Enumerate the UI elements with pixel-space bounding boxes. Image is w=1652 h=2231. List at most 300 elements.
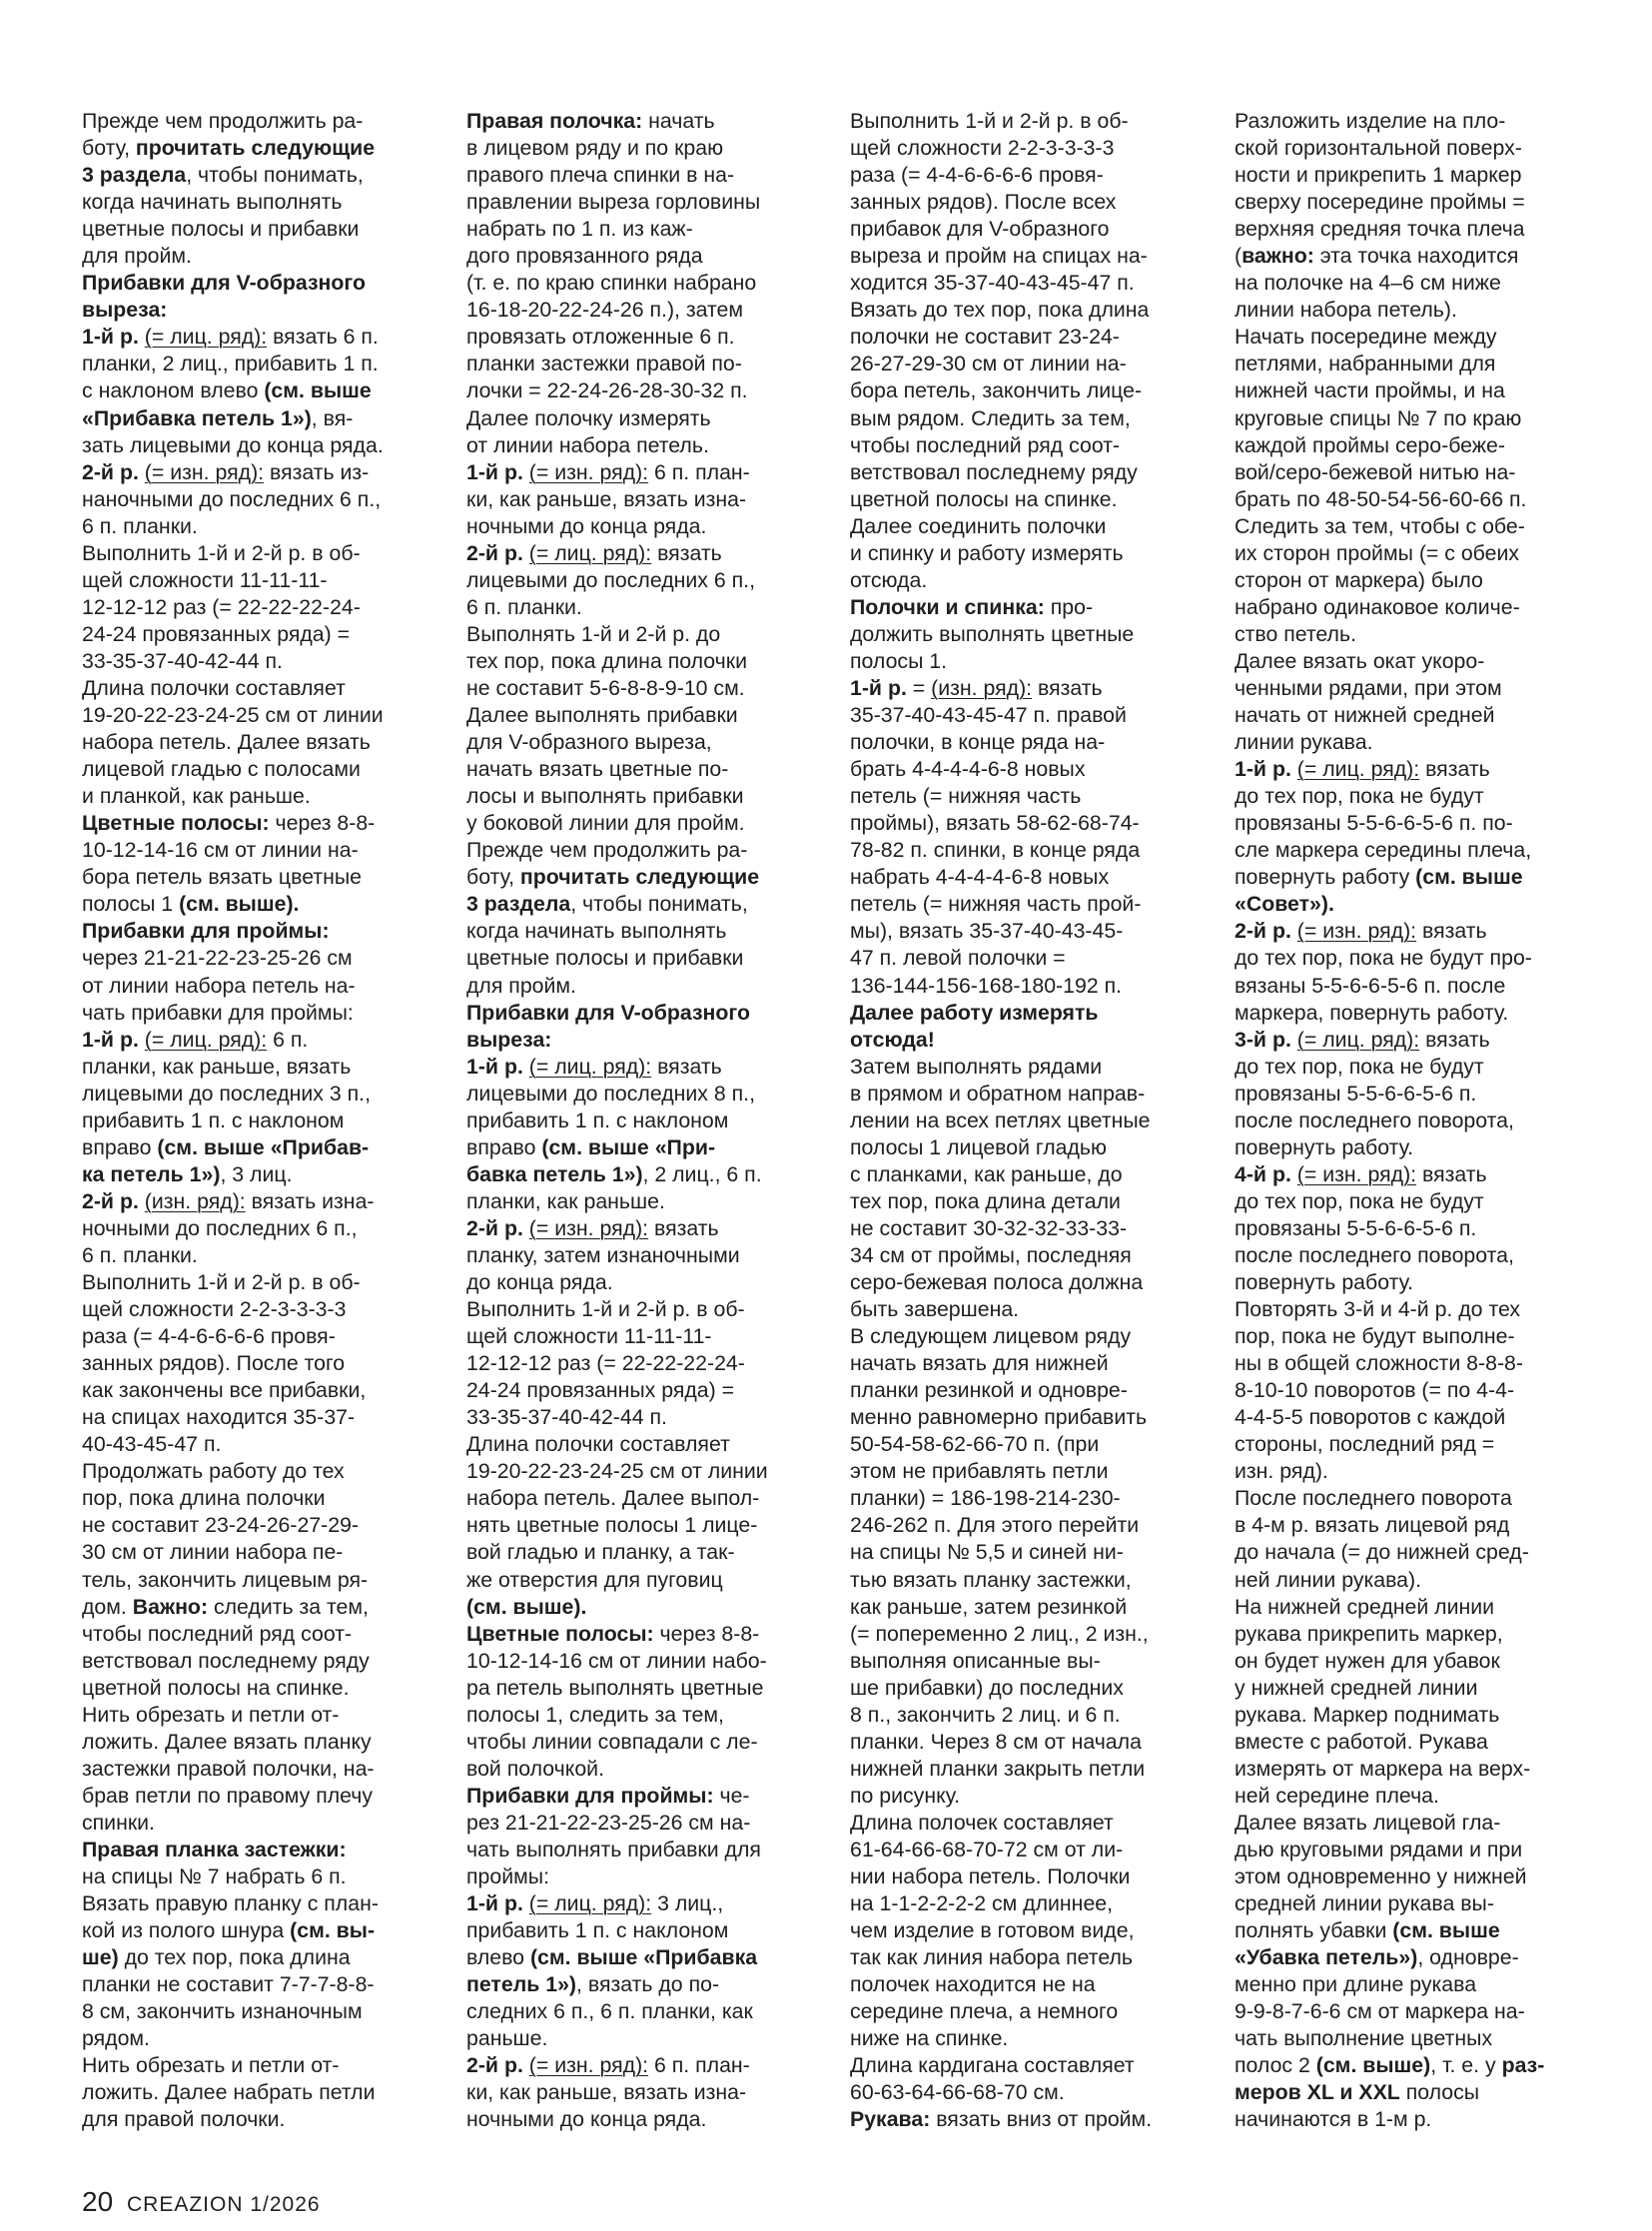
text-run: Длина полочки составляет — [466, 1432, 730, 1457]
text-line — [850, 1215, 1210, 1242]
text-run: вязать вниз от пройм. — [930, 2107, 1153, 2132]
text-run: планки) = 186-198-214-230- — [850, 1486, 1121, 1511]
bold-text: раз- — [1501, 2053, 1545, 2078]
bold-text: 2-й р. — [466, 2053, 523, 2078]
text-run: верхняя средняя точка плеча — [1235, 217, 1525, 242]
text-line — [466, 1512, 826, 1539]
text-run: планки, как раньше. — [466, 1188, 665, 1213]
text-run: сле маркера середины плеча, — [1235, 838, 1532, 863]
text-run: полосы — [1399, 2080, 1480, 2105]
text-line — [850, 1485, 1210, 1512]
text-run: ночными до последних 6 п., — [82, 1215, 358, 1240]
text-run: от линии набора петель на- — [82, 973, 356, 998]
bold-text: (см. выше «При- — [541, 1134, 716, 1159]
text-run: , чтобы понимать, — [570, 892, 748, 917]
text-run: 10-12-14-16 см от линии набо- — [466, 1648, 767, 1673]
text-run: менно при длине рукава — [1235, 1972, 1477, 1997]
bold-text: Правая полочка: — [466, 109, 643, 133]
text-line — [1235, 1458, 1594, 1485]
text-line — [850, 1890, 1210, 1917]
text-line — [850, 1998, 1210, 2025]
bold-text: Цветные полосы: — [82, 811, 270, 836]
text-line — [850, 891, 1210, 918]
bold-text: Прибавки для V-образного — [466, 1000, 751, 1025]
text-line — [466, 864, 826, 891]
text-line — [1235, 1594, 1594, 1621]
text-run: полочки не составит 23-24- — [850, 325, 1120, 350]
bold-text: (см. вы- — [290, 1918, 376, 1943]
text-line — [850, 594, 1210, 621]
text-line — [466, 1134, 826, 1161]
text-line — [82, 1134, 441, 1161]
text-line — [1235, 837, 1594, 864]
text-run: чтобы последний ряд соот- — [82, 1621, 353, 1646]
text-line — [850, 1810, 1210, 1837]
text-run: до тех пор, пока не будут — [1235, 1188, 1484, 1213]
text-line — [466, 1702, 826, 1729]
text-run: прибавить 1 п. с наклоном — [82, 1108, 345, 1132]
text-line — [82, 135, 441, 162]
text-line — [1235, 1512, 1594, 1539]
text-line — [850, 270, 1210, 297]
text-run: набрано одинаковое количе- — [1235, 594, 1520, 619]
text-run: Выполнить 1-й и 2-й р. в об- — [466, 1297, 745, 1322]
text-line — [850, 2025, 1210, 2052]
text-run: отсюда. — [850, 567, 928, 592]
text-line — [466, 1890, 826, 1917]
text-run: кой из полого шнура — [82, 1918, 291, 1943]
text-line — [466, 810, 826, 837]
text-run: быть завершена. — [850, 1297, 1020, 1322]
bold-text: важно: — [1241, 244, 1314, 269]
text-run: 9-9-8-7-6-6 см от маркера на- — [1235, 1999, 1525, 2024]
text-line — [1235, 1837, 1594, 1863]
text-run: Нить обрезать и петли от- — [82, 2053, 340, 2078]
text-line — [466, 486, 826, 513]
text-run: , одновре- — [1417, 1945, 1519, 1970]
underlined-text: (= изн. ряд): — [144, 459, 265, 484]
text-line — [466, 621, 826, 648]
text-line — [82, 1161, 441, 1188]
text-run: щей сложности 2-2-3-3-3-3 — [82, 1297, 347, 1322]
text-line — [466, 1215, 826, 1242]
text-run: набрать 4-4-4-4-6-8 новых — [850, 865, 1110, 890]
text-line — [850, 135, 1210, 162]
text-run: петель (= нижняя часть — [850, 784, 1082, 809]
text-run: , чтобы понимать, — [186, 163, 364, 188]
text-run: планки, 2 лиц., прибавить 1 п. — [82, 352, 379, 376]
text-run: застежки правой полочки, на- — [82, 1756, 375, 1781]
text-line — [466, 1998, 826, 2025]
text-line — [466, 108, 826, 135]
text-run: полнять убавки — [1235, 1918, 1393, 1943]
text-line — [82, 1000, 441, 1027]
text-run: круговые спицы № 7 по краю — [1235, 405, 1522, 430]
text-run: набора петель. Далее выпол- — [466, 1486, 760, 1511]
text-line — [850, 540, 1210, 567]
text-run: вязать — [1419, 1027, 1490, 1052]
text-run: тью вязать планку застежки, — [850, 1567, 1132, 1592]
text-line — [82, 1458, 441, 1485]
bold-text: Полочки и спинка: — [850, 594, 1045, 619]
text-run: линии рукава. — [1235, 730, 1373, 755]
text-run: их сторон проймы (= с обеих — [1235, 540, 1520, 565]
text-run: ветствовал последнему ряду — [850, 459, 1138, 484]
text-line — [1235, 783, 1594, 810]
text-line — [466, 1108, 826, 1134]
text-line — [82, 783, 441, 810]
text-run: брав петли по правому плечу — [82, 1783, 374, 1808]
text-run: = — [906, 675, 932, 700]
bold-text: ка петель 1») — [82, 1161, 221, 1186]
text-line — [82, 351, 441, 377]
text-line — [1235, 297, 1594, 324]
text-run: на 1-1-2-2-2-2 см длиннее, — [850, 1891, 1114, 1916]
text-line — [466, 1458, 826, 1485]
text-line — [466, 324, 826, 351]
text-run: щей сложности 11-11-11- — [466, 1324, 712, 1349]
text-run: менно равномерно прибавить — [850, 1405, 1148, 1430]
text-line — [850, 108, 1210, 135]
text-run: 136-144-156-168-180-192 п. — [850, 973, 1123, 998]
text-line — [82, 702, 441, 729]
text-line — [850, 1944, 1210, 1971]
bold-text: 4-й р. — [1235, 1161, 1291, 1186]
text-run: 24-24 провязанных ряда) = — [466, 1378, 735, 1403]
text-line — [466, 2052, 826, 2079]
bold-text: 3-й р. — [1235, 1027, 1291, 1052]
text-run: серо-бежевая полоса должна — [850, 1270, 1144, 1295]
text-run: начать от нижней средней — [1235, 703, 1495, 728]
underlined-text: (= лиц. ряд): — [528, 1054, 652, 1079]
text-line — [850, 621, 1210, 648]
text-line — [1235, 1027, 1594, 1054]
text-run: на спицы № 5,5 и синей ни- — [850, 1540, 1124, 1565]
text-run: у боковой линии для пройм. — [466, 811, 745, 836]
text-run: для пройм. — [82, 244, 192, 269]
text-line — [850, 1621, 1210, 1648]
text-run: для пройм. — [466, 973, 576, 998]
text-run: чать выполнение цветных — [1235, 2026, 1493, 2051]
bold-text: 1-й р. — [1235, 757, 1291, 782]
text-run: рядом. — [82, 2026, 150, 2051]
text-line — [850, 1296, 1210, 1323]
text-line — [82, 243, 441, 270]
text-line — [850, 459, 1210, 486]
text-line — [1235, 1567, 1594, 1594]
text-line — [82, 540, 441, 567]
text-run: чтобы последний ряд соот- — [850, 432, 1121, 457]
text-run: цветные полосы и прибавки — [82, 217, 360, 242]
text-line — [466, 675, 826, 702]
text-run: 19-20-22-23-24-25 см от линии — [466, 1459, 768, 1484]
text-run: вой полочкой. — [466, 1756, 604, 1781]
text-line — [1235, 405, 1594, 432]
text-line — [466, 1485, 826, 1512]
bold-text: 3 раздела — [82, 163, 187, 188]
text-run: вязать — [648, 1215, 719, 1240]
text-line — [466, 594, 826, 621]
text-run: 33-35-37-40-42-44 п. — [82, 648, 283, 673]
text-run: 3 лиц., — [651, 1891, 724, 1916]
text-line — [1235, 2106, 1594, 2133]
text-run: в 4-м р. вязать лицевой ряд — [1235, 1513, 1510, 1538]
text-line — [850, 1242, 1210, 1269]
text-line — [466, 1971, 826, 1998]
text-run: Длина полочки составляет — [82, 675, 346, 700]
text-line — [1235, 2079, 1594, 2106]
text-line — [1235, 1621, 1594, 1648]
text-run: Длина кардигана составляет — [850, 2053, 1135, 2078]
text-run: эта точка находится — [1313, 244, 1519, 269]
text-run: пор, пока не будут выполне- — [1235, 1324, 1515, 1349]
text-line — [82, 1998, 441, 2025]
text-run: 246-262 п. Для этого перейти — [850, 1513, 1140, 1538]
bold-text: (см. выше «Прибав- — [157, 1134, 370, 1159]
text-line — [82, 1485, 441, 1512]
text-line — [82, 567, 441, 594]
text-run: Прежде чем продолжить ра- — [82, 109, 364, 133]
text-run: линии набора петель). — [1235, 298, 1457, 323]
text-line — [466, 432, 826, 459]
text-line — [82, 810, 441, 837]
text-line — [850, 377, 1210, 404]
text-line — [466, 270, 826, 297]
text-line — [850, 1377, 1210, 1404]
text-line — [850, 1027, 1210, 1054]
text-run: начать — [642, 109, 715, 133]
text-line — [1235, 513, 1594, 540]
text-line — [1235, 1675, 1594, 1702]
underlined-text: (= лиц. ряд): — [1296, 757, 1420, 782]
text-line — [1235, 486, 1594, 513]
text-run: полочек находится не на — [850, 1972, 1096, 1997]
text-line — [1235, 973, 1594, 1000]
text-line — [1235, 1863, 1594, 1890]
text-line — [1235, 675, 1594, 702]
text-run: Далее соединить полочки — [850, 513, 1107, 538]
text-line — [850, 810, 1210, 837]
text-run: до тех пор, пока не будут про- — [1235, 946, 1532, 971]
magazine-issue: CREAZION 1/2026 — [127, 2193, 321, 2216]
text-line — [1235, 1081, 1594, 1108]
text-run: лении на всех петлях цветные — [850, 1108, 1151, 1132]
text-run: занных рядов). После всех — [850, 190, 1117, 215]
bold-text: 1-й р. — [82, 325, 139, 350]
bold-text: Прибавки для V-образного — [82, 271, 367, 296]
text-run: Далее полочку измерять — [466, 405, 711, 430]
text-line — [82, 297, 441, 324]
text-line — [850, 648, 1210, 675]
bold-text: 2-й р. — [82, 1188, 139, 1213]
text-run: дом. — [82, 1594, 133, 1619]
text-run: измерять от маркера на верх- — [1235, 1756, 1531, 1781]
text-line — [850, 297, 1210, 324]
text-run: 8 п., закончить 2 лиц. и 6 п. — [850, 1702, 1121, 1727]
text-run: на спицы № 7 набрать 6 п. — [82, 1864, 347, 1889]
text-line — [82, 837, 441, 864]
text-line — [850, 1783, 1210, 1810]
text-run: не составит 5-6-8-8-9-10 см. — [466, 675, 745, 700]
text-run: ки, как раньше, вязать изна- — [466, 486, 747, 511]
text-line — [466, 1810, 826, 1837]
text-line — [850, 864, 1210, 891]
text-run: через 8-8- — [653, 1621, 760, 1646]
text-line — [82, 1971, 441, 1998]
text-line — [850, 1648, 1210, 1675]
text-line — [82, 1215, 441, 1242]
text-run: (т. е. по краю спинки набрано — [466, 271, 757, 296]
text-run: правого плеча спинки в на- — [466, 163, 735, 188]
text-run: полос 2 — [1235, 2053, 1316, 2078]
text-run: прибавить 1 п. с наклоном — [466, 1108, 729, 1132]
text-run: наночными до последних 6 п., — [82, 486, 382, 511]
text-line — [850, 756, 1210, 783]
text-run: раза (= 4-4-6-6-6-6 провя- — [850, 163, 1104, 188]
text-line — [850, 702, 1210, 729]
text-line — [1235, 1188, 1594, 1215]
text-line — [850, 1702, 1210, 1729]
text-line — [850, 1108, 1210, 1134]
text-line — [850, 1161, 1210, 1188]
text-line — [466, 1323, 826, 1350]
text-run: 61-64-66-68-70-72 см от ли- — [850, 1838, 1124, 1861]
text-run: Выполнить 1-й и 2-й р. в об- — [850, 109, 1129, 133]
text-run: полосы 1 — [82, 892, 180, 917]
text-line — [466, 243, 826, 270]
text-line — [850, 1269, 1210, 1296]
bold-text: Важно: — [132, 1594, 209, 1619]
text-run: так как линия набора петель — [850, 1945, 1133, 1970]
text-line — [850, 1404, 1210, 1431]
text-run: спинки. — [82, 1810, 155, 1835]
text-line — [1235, 1134, 1594, 1161]
text-line — [82, 1810, 441, 1837]
text-line — [466, 1837, 826, 1863]
text-run: цветной полосы на спинке. — [82, 1675, 350, 1700]
text-run: 8 см, закончить изнаночным — [82, 1999, 363, 2024]
text-run: боту, — [82, 136, 136, 161]
text-line — [82, 1944, 441, 1971]
text-run: начать вязать для нижней — [850, 1351, 1109, 1376]
text-run: (= попеременно 2 лиц., 2 изн., — [850, 1621, 1149, 1646]
text-run: следить за тем, — [208, 1594, 369, 1619]
column-2 — [466, 108, 826, 2134]
text-line — [466, 297, 826, 324]
text-line — [1235, 621, 1594, 648]
text-run: вязать — [1419, 757, 1490, 782]
text-run: На нижней средней линии — [1235, 1594, 1495, 1619]
text-run: ложить. Далее набрать петли — [82, 2080, 376, 2105]
text-run: раньше. — [466, 2026, 548, 2051]
text-line — [82, 2106, 441, 2133]
text-line — [82, 2079, 441, 2106]
text-line — [466, 1594, 826, 1621]
text-run: полочки, в конце ряда на- — [850, 730, 1106, 755]
text-line — [466, 513, 826, 540]
text-run: ра петель выполнять цветные — [466, 1675, 764, 1700]
text-line — [850, 1756, 1210, 1783]
text-run: , вя- — [311, 405, 354, 430]
text-line — [1235, 2025, 1594, 2052]
text-line — [82, 1054, 441, 1081]
text-run: лицевыми до последних 8 п., — [466, 1081, 755, 1106]
text-line — [82, 1729, 441, 1756]
text-line — [850, 1134, 1210, 1161]
text-run: планки не составит 7-7-7-8-8- — [82, 1972, 375, 1997]
text-line — [1235, 1377, 1594, 1404]
text-run: нии набора петель. Полочки — [850, 1864, 1131, 1889]
text-line — [82, 756, 441, 783]
text-run: вязать изна- — [245, 1188, 375, 1213]
text-line — [1235, 1998, 1594, 2025]
text-line — [850, 1512, 1210, 1539]
text-line — [1235, 1000, 1594, 1027]
text-run: 60-63-64-66-68-70 см. — [850, 2080, 1065, 2105]
text-run: тель, закончить лицевым ря- — [82, 1567, 369, 1592]
text-run: полосы 1 лицевой гладью — [850, 1134, 1107, 1159]
text-line — [850, 675, 1210, 702]
text-run: вправо — [466, 1134, 542, 1159]
text-line — [466, 1756, 826, 1783]
text-line — [850, 162, 1210, 189]
text-run: ченными рядами, при этом — [1235, 675, 1502, 700]
bold-text: прочитать следующие — [135, 136, 376, 161]
text-line — [82, 1242, 441, 1269]
text-run: , 3 лиц. — [220, 1161, 293, 1186]
text-line — [82, 1594, 441, 1621]
text-run: вым рядом. Следить за тем, — [850, 405, 1131, 430]
text-run: в лицевом ряду и по краю — [466, 136, 724, 161]
text-line — [466, 945, 826, 972]
text-line — [82, 1648, 441, 1675]
underlined-text: (изн. ряд): — [931, 675, 1033, 700]
text-run: В следующем лицевом ряду — [850, 1324, 1132, 1349]
text-run: изн. ряд). — [1235, 1459, 1328, 1484]
text-line — [1235, 377, 1594, 404]
text-run: этом не прибавлять петли — [850, 1459, 1109, 1484]
text-line — [850, 1837, 1210, 1863]
text-run: боту, — [466, 865, 520, 890]
text-line — [850, 1729, 1210, 1756]
text-run: Затем выполнять рядами — [850, 1054, 1103, 1079]
text-line — [850, 1863, 1210, 1890]
text-run: 4-4-5-5 поворотов с каждой — [1235, 1405, 1506, 1430]
text-run: планки резинкой и одновре- — [850, 1378, 1128, 1403]
text-line — [1235, 1756, 1594, 1783]
text-line — [466, 1161, 826, 1188]
text-line — [82, 162, 441, 189]
text-run: по рисунку. — [850, 1783, 961, 1808]
bold-text: Далее работу измерять — [850, 1000, 1099, 1025]
bold-text: меров XL и XXL — [1235, 2080, 1400, 2105]
text-line — [466, 973, 826, 1000]
text-line — [82, 1890, 441, 1917]
text-run: провязаны 5-5-6-6-5-6 п. — [1235, 1215, 1477, 1240]
column-3 — [850, 108, 1210, 2134]
text-run: когда начинать выполнять — [82, 190, 343, 215]
text-line — [850, 324, 1210, 351]
text-run: на спицах находится 35-37- — [82, 1405, 356, 1430]
text-run: ны в общей сложности 8-8-8- — [1235, 1351, 1523, 1376]
text-line — [82, 1404, 441, 1431]
text-run: про- — [1044, 594, 1094, 619]
text-run: когда начинать выполнять — [466, 919, 727, 944]
text-line — [1235, 135, 1594, 162]
text-line — [466, 405, 826, 432]
bold-text: «Убавка петель») — [1235, 1945, 1418, 1970]
text-run: повернуть работу. — [1235, 1134, 1414, 1159]
